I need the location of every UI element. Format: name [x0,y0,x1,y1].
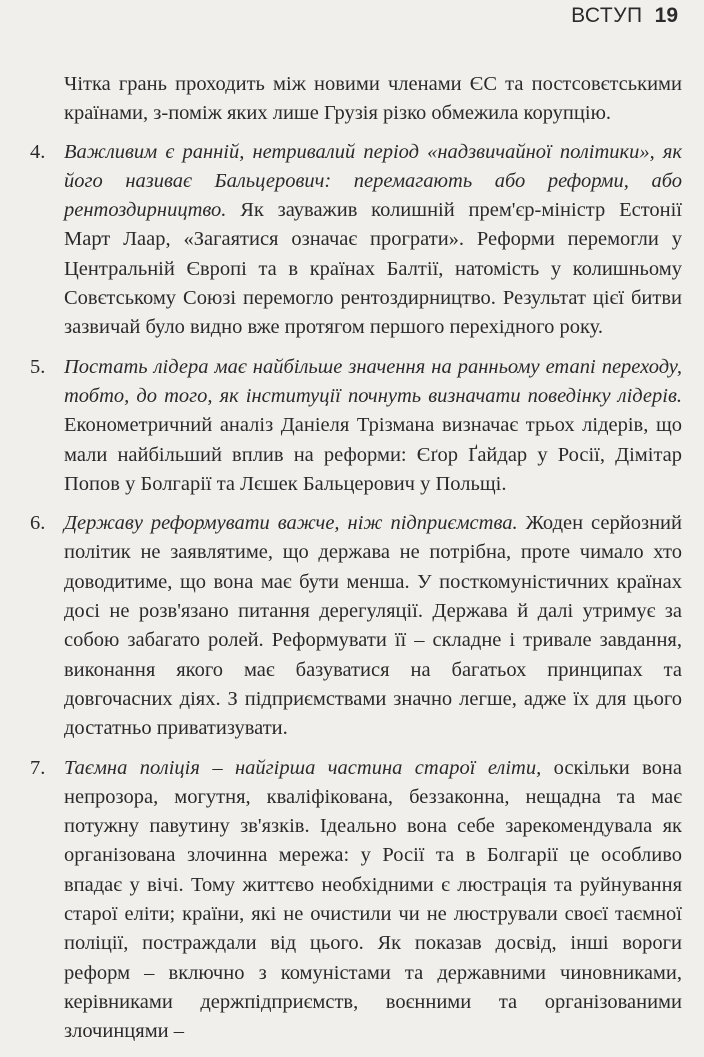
list-item-body: Економетричний аналіз Даніеля Трізмана визначає трьох лідерів, що мали найбільший вплив на реформи: Єґор Ґайдар у Росії, Дімітар Попов у Болгарії та Лєшек Бальцерович у Польщі. [64,414,682,495]
list-item-text [64,509,682,743]
list-item-body: Жоден серйозний політик не заявлятиме, що держава не потрібна, проте чимало хто доводитиме, що вона має бути менша. У посткомуністичних країнах досі не розв'язано питання дерегуляції. Держава й далі утримує за собою забагато ролей. Реформувати її – складне і тривале завдання, виконання якого має базуватися на багатьох принципах та довгочасних діях. З підприємствами значно легше, адже їх для цього достатньо приватизувати. [64,512,682,740]
list-item [30,138,682,343]
list-item-lead: Постать лідера має найбільше значення на ранньому етапі переходу, тобто, до того, як інституції почнуть визначати поведінку лідерів. [64,355,682,407]
list-item-number: 7. [30,756,46,779]
list-item-lead: Таємна поліція – найгірша частина старої еліти, [64,756,542,779]
list-item-number: 4. [30,140,46,163]
list-item-lead: Важливим є ранній, нетривалий період «надзвичайної політики», як його називає Бальцерович: перемагають або реформи, або рентоздирництво. [64,140,682,222]
page-number: 19 [654,4,678,27]
running-title: ВСТУП [571,4,643,27]
list-item [30,754,682,1047]
list-item-body: Як зауважив колишній прем'єр-міністр Естонії Март Лаар, «Загаятися означає програти». Реформи перемогли у Центральній Європі та в країнах Балтії, натомість у колишньому Совєтському Союзі перемогло рентоздирництво. Результат цієї битви зазвичай було видно вже протягом першого перехідного року. [64,199,682,339]
list-item-number: 5. [30,355,46,378]
list-item [30,509,682,743]
list-item [30,353,682,499]
page-header [571,4,678,28]
list-item-text [64,353,682,499]
list-item-number: 6. [30,512,46,535]
list-item-lead: Державу реформувати важче, ніж підприємства. [64,512,518,535]
page-body [30,70,682,1057]
list-item-text [64,754,682,1047]
list-item-body: оскільки вона непрозора, могутня, кваліфікована, беззаконна, нещадна та має потужну павутину зв'язків. Ідеально вона себе зарекомендувала як організована злочинна мережа: у Росії та в Болгарії це особливо впадає у вічі. Тому життєво необхідними є люстрація та руйнування старої еліти; країни, які не очистили чи не люстрували своєї таємної поліції, постраждали від цього. Як показав досвід, інші вороги реформ – включно з комуністами та державними чиновниками, керівниками держпідприємств, воєнними та організованими злочинцями – [64,756,682,1043]
intro-paragraph: Чітка грань проходить між новими членами ЄС та постсовєтськими країнами, з-поміж яких лише Грузія різко обмежила корупцію. [64,73,682,125]
list-item-text [64,138,682,343]
